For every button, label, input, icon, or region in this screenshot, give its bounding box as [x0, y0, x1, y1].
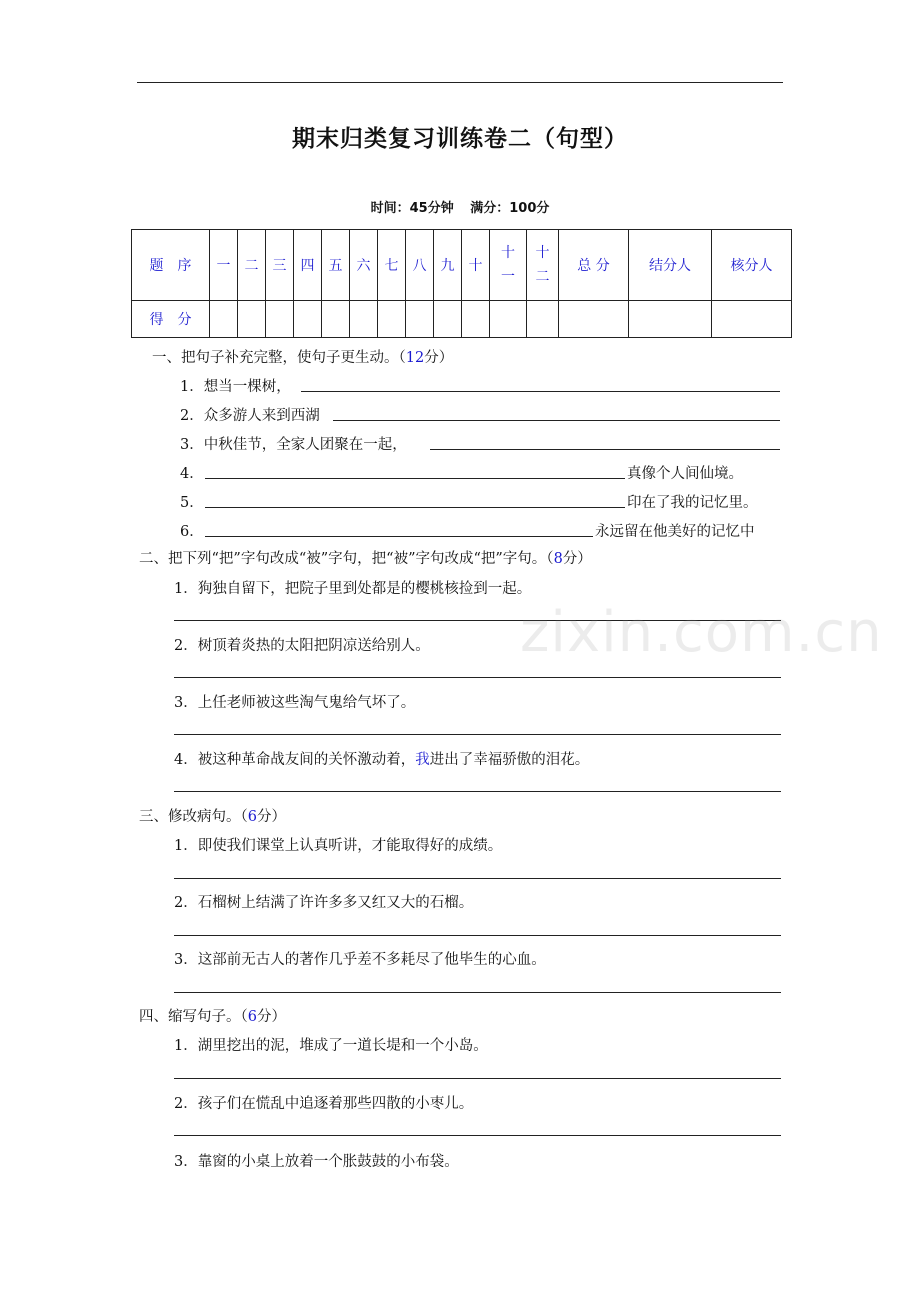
s4-answer-line-1[interactable] [174, 1078, 781, 1079]
s1-item-6-suffix: 永远留在他美好的记忆中 [595, 524, 755, 540]
col-7: 七 [378, 230, 406, 301]
s4-item-2: 2．孩子们在慌乱中追逐着那些四散的小枣儿。 [174, 1096, 474, 1112]
watermark: zixin.com.cn [520, 600, 883, 665]
s1-answer-line-2[interactable] [333, 420, 780, 421]
score-cell[interactable] [490, 301, 527, 338]
score-cell[interactable] [378, 301, 406, 338]
s2-answer-line-2[interactable] [174, 677, 781, 678]
col-10: 十 [462, 230, 490, 301]
col-checker: 核分人 [712, 230, 792, 301]
s4-item-3: 3．靠窗的小桌上放着一个胀鼓鼓的小布袋。 [174, 1154, 459, 1170]
row-label-question: 题 序 [132, 230, 210, 301]
time-limit: 时间：45分钟 [370, 201, 454, 216]
score-cell[interactable] [434, 301, 462, 338]
score-cell[interactable] [322, 301, 350, 338]
score-table-score-row [132, 301, 792, 338]
col-4: 四 [294, 230, 322, 301]
s1-item-2: 2．众多游人来到西湖 [180, 408, 320, 424]
section-1-heading: 一、把句子补充完整，使句子更生动。（12分） [152, 350, 454, 366]
s4-item-1: 1．湖里挖出的泥，堆成了一道长堤和一个小岛。 [174, 1038, 488, 1054]
col-1: 一 [210, 230, 238, 301]
score-cell[interactable] [294, 301, 322, 338]
score-cell-scorer[interactable] [629, 301, 712, 338]
full-score: 满分：100分 [470, 201, 550, 216]
s2-answer-line-4[interactable] [174, 791, 781, 792]
score-cell[interactable] [238, 301, 266, 338]
col-12 [527, 230, 559, 301]
s1-item-1: 1．想当一棵树， [180, 379, 291, 395]
col-2: 二 [238, 230, 266, 301]
s4-answer-line-2[interactable] [174, 1135, 781, 1136]
col-11 [490, 230, 527, 301]
s2-item-3: 3．上任老师被这些淘气鬼给气坏了。 [174, 695, 416, 711]
s1-item-5-suffix: 印在了我的记忆里。 [627, 495, 758, 511]
s2-answer-line-3[interactable] [174, 734, 781, 735]
score-cell-checker[interactable] [712, 301, 792, 338]
row-label-score: 得 分 [132, 301, 210, 338]
s2-item-2: 2．树顶着炎热的太阳把阴凉送给别人。 [174, 638, 430, 654]
s3-answer-line-1[interactable] [174, 878, 781, 879]
s1-item-6: 6． [180, 524, 204, 540]
score-cell[interactable] [266, 301, 294, 338]
col-11-top: 十 [501, 245, 515, 261]
section-2-heading: 二、把下列“把”字句改成“被”字句，把“被”字句改成“把”字句。（8分） [139, 551, 592, 567]
section-4-heading: 四、缩写句子。（6分） [139, 1009, 286, 1025]
s2-item-4: 4．被这种革命战友间的关怀激动着，我进出了幸福骄傲的泪花。 [174, 752, 590, 768]
col-11-bottom: 一 [501, 269, 515, 285]
col-scorer: 结分人 [629, 230, 712, 301]
s3-answer-line-2[interactable] [174, 935, 781, 936]
score-cell[interactable] [350, 301, 378, 338]
s1-answer-line-1[interactable] [301, 391, 780, 392]
col-12-bottom: 二 [535, 269, 550, 285]
score-table [131, 229, 792, 338]
col-3: 三 [266, 230, 294, 301]
section-3-heading: 三、修改病句。（6分） [139, 809, 286, 825]
score-cell[interactable] [527, 301, 559, 338]
top-rule [137, 82, 783, 83]
s1-answer-line-5[interactable] [205, 507, 625, 508]
exam-meta [0, 197, 920, 216]
score-cell[interactable] [406, 301, 434, 338]
s2-item-1: 1．狗独自留下，把院子里到处都是的樱桃核捡到一起。 [174, 581, 532, 597]
col-6: 六 [350, 230, 378, 301]
s1-item-4: 4． [180, 466, 204, 482]
col-total: 总 分 [559, 230, 629, 301]
s3-item-1: 1．即使我们课堂上认真听讲，才能取得好的成绩。 [174, 838, 503, 854]
s3-item-3: 3．这部前无古人的著作几乎差不多耗尽了他毕生的心血。 [174, 952, 546, 968]
s1-answer-line-4[interactable] [205, 478, 625, 479]
s1-item-5: 5． [180, 495, 204, 511]
s1-answer-line-3[interactable] [430, 449, 780, 450]
score-cell-total[interactable] [559, 301, 629, 338]
score-table-header-row [132, 230, 792, 301]
page-title: 期末归类复习训练卷二（句型） [292, 126, 628, 152]
s1-item-4-suffix: 真像个人间仙境。 [627, 466, 743, 482]
s1-answer-line-6[interactable] [205, 536, 593, 537]
score-cell[interactable] [462, 301, 490, 338]
col-12-top: 十 [535, 245, 550, 261]
col-5: 五 [322, 230, 350, 301]
s1-item-3: 3．中秋佳节，全家人团聚在一起， [180, 437, 407, 453]
s3-item-2: 2．石榴树上结满了许许多多又红又大的石榴。 [174, 895, 474, 911]
col-8: 八 [406, 230, 434, 301]
s3-answer-line-3[interactable] [174, 992, 781, 993]
score-cell[interactable] [210, 301, 238, 338]
col-9: 九 [434, 230, 462, 301]
